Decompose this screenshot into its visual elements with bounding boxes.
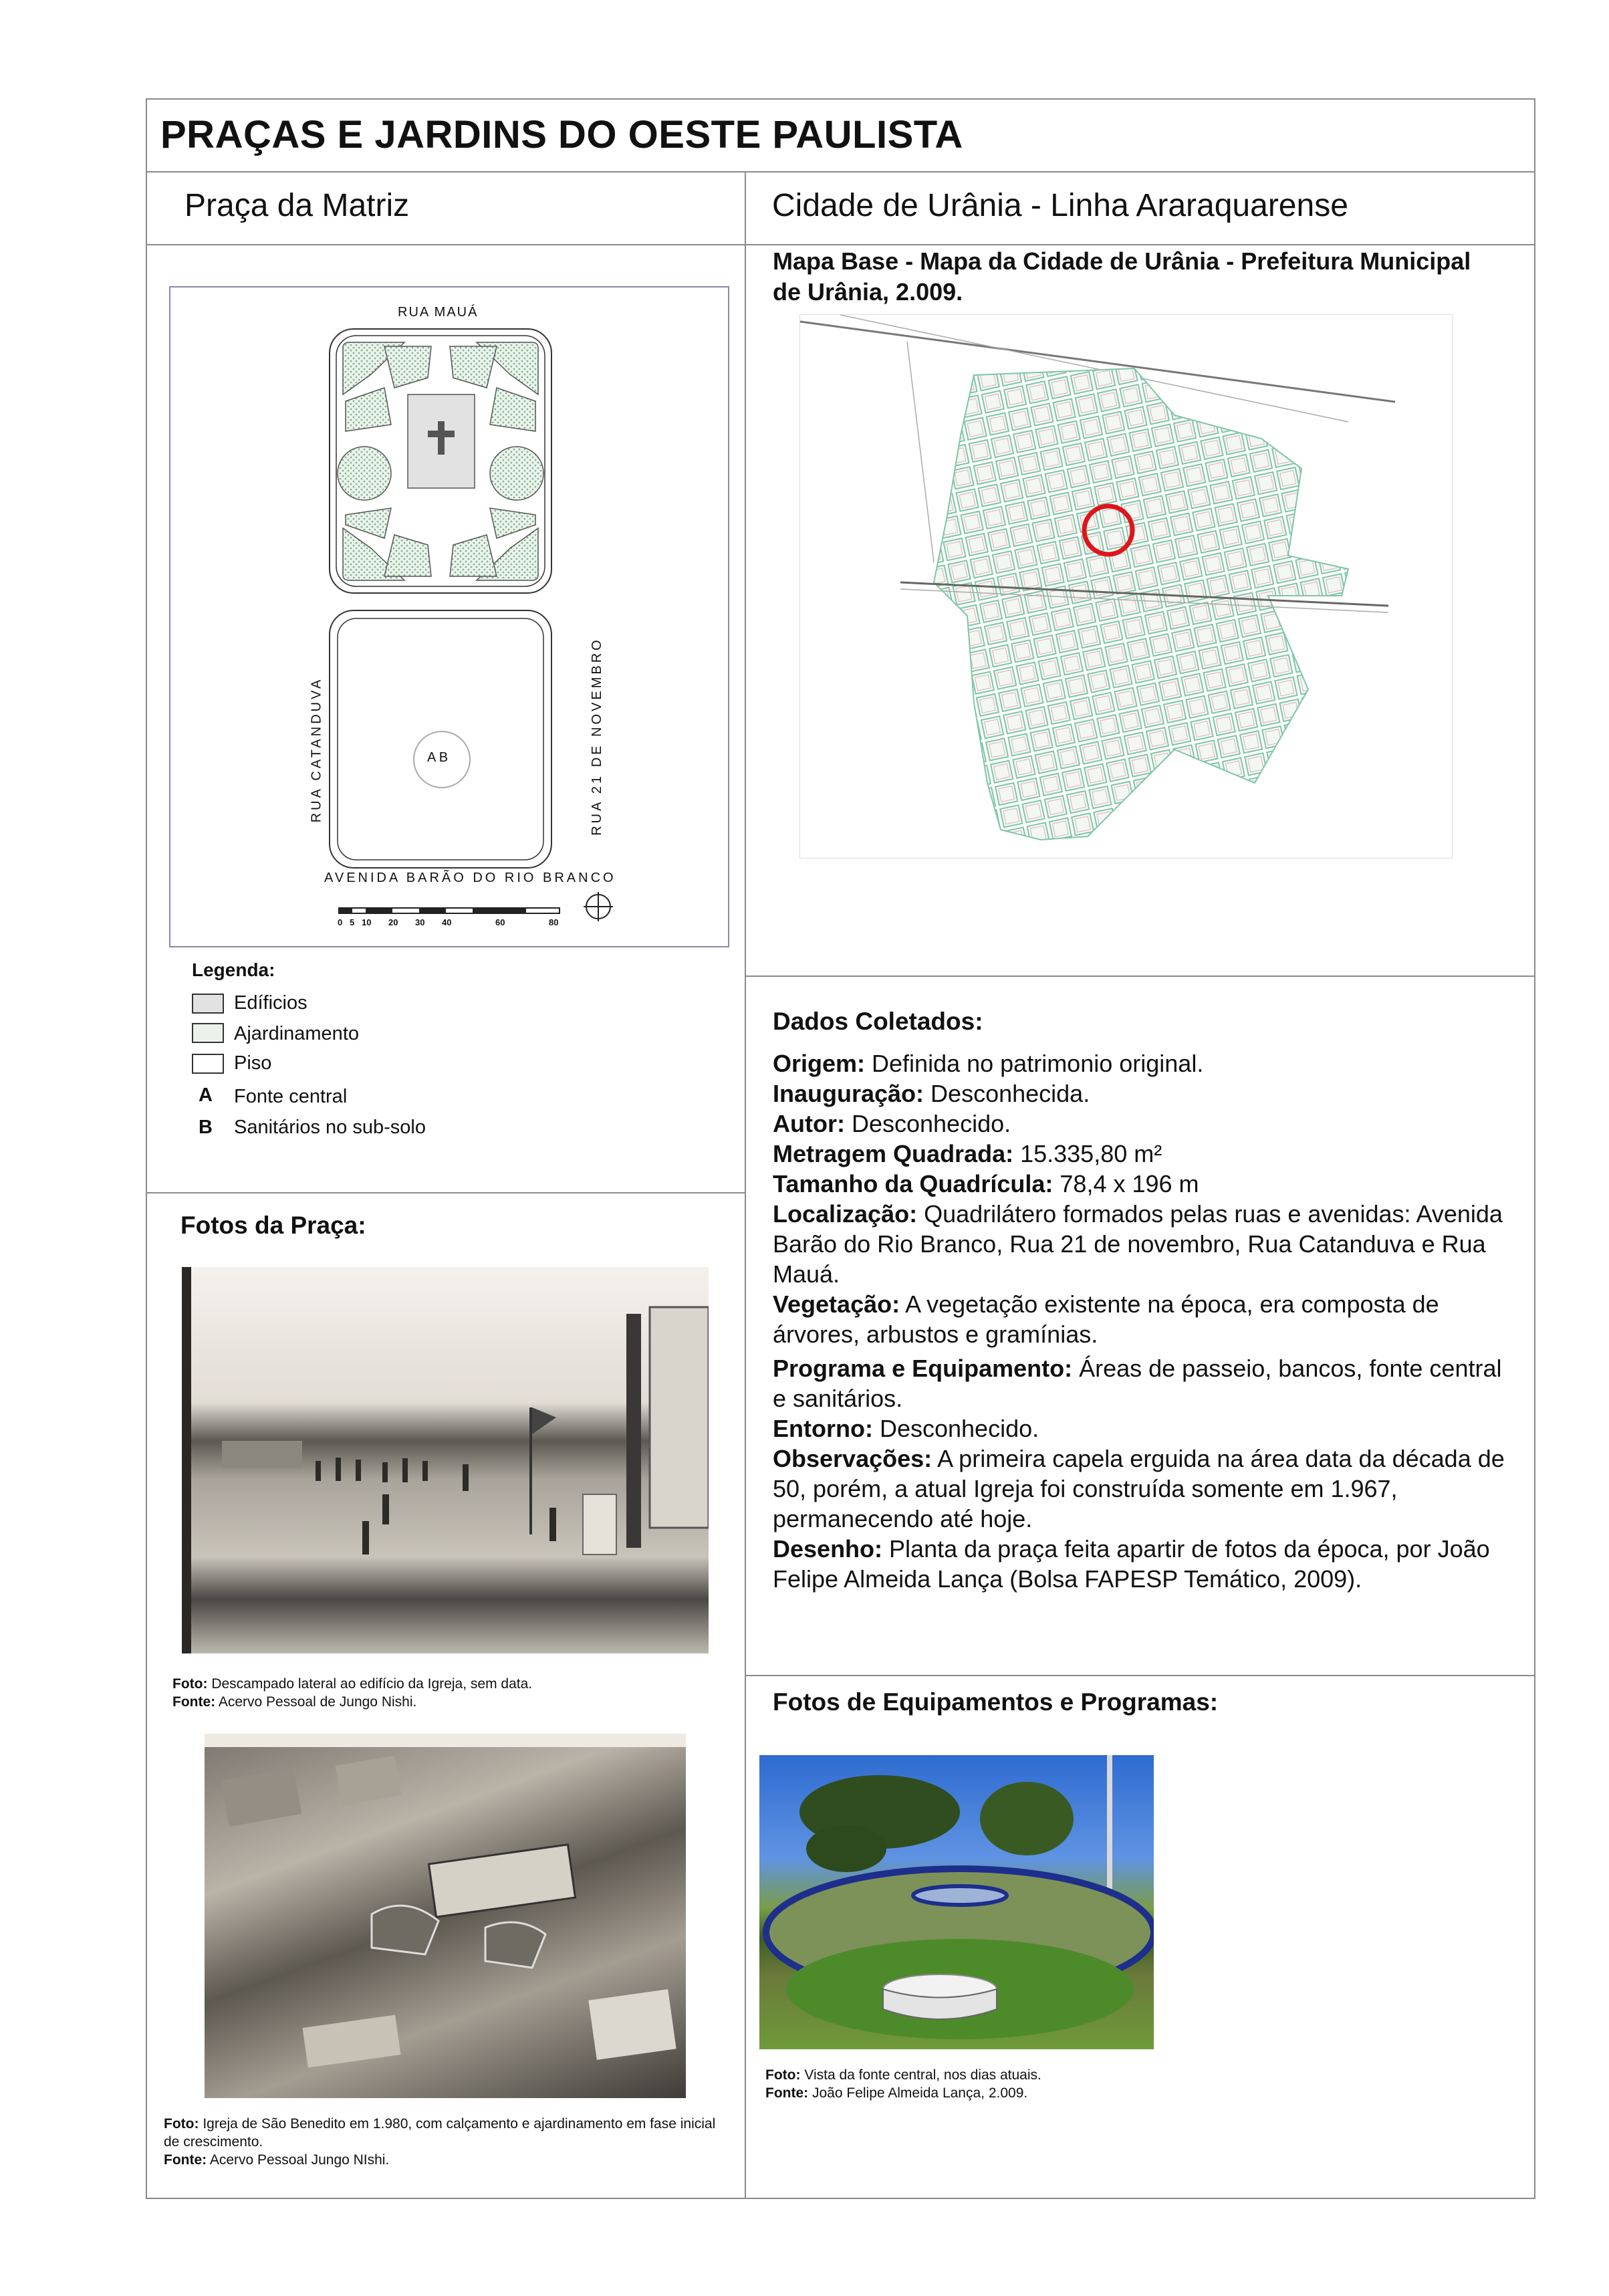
- dados-field: [773, 1078, 1521, 1109]
- legend-label-piso: Piso: [234, 1052, 272, 1074]
- caption-photo2: [164, 2115, 725, 2169]
- legend-label-edificios: Edíficios: [234, 992, 307, 1014]
- scale-tick: 10: [362, 917, 372, 927]
- street-bottom-label: AVENIDA BARÃO DO RIO BRANCO: [324, 871, 616, 885]
- field-label: Observações:: [773, 1445, 933, 1472]
- field-value: 78,4 x 196 m: [1053, 1170, 1199, 1197]
- praca-name: Praça da Matriz: [184, 188, 410, 223]
- cross-horizontal: [428, 431, 455, 437]
- urban-area: [934, 368, 1348, 840]
- legend-swatch-edificios: [192, 994, 224, 1014]
- left-divider-fotos: [146, 1192, 746, 1193]
- plan-svg: [170, 288, 728, 946]
- caption-photo3: [765, 2066, 1434, 2102]
- caption-foto-label: Foto:: [164, 2116, 199, 2132]
- dados-heading: Dados Coletados:: [773, 1008, 983, 1035]
- field-value: Definida no patrimonio original.: [865, 1050, 1204, 1077]
- dados-field: [773, 1199, 1521, 1289]
- field-value: Desconhecido.: [844, 1110, 1011, 1137]
- garden-w1: [346, 388, 391, 431]
- dados-list: [773, 1048, 1521, 1594]
- caption-fonte-text: Acervo Pessoal de Jungo Nishi.: [218, 1694, 417, 1710]
- caption-fonte-text: João Felipe Almeida Lança, 2.009.: [812, 2085, 1028, 2101]
- map-caption-line1: Mapa Base - Mapa da Cidade de Urânia - Prefeitura Municipal: [773, 247, 1471, 275]
- frame-right: [1534, 98, 1535, 2199]
- right-divider-equip: [745, 1675, 1535, 1676]
- dados-field: [773, 1169, 1521, 1199]
- caption-foto-text: Descampado lateral ao edifício da Igreja, sem data.: [211, 1676, 533, 1692]
- fotos-praca-heading: Fotos da Praça:: [180, 1212, 366, 1239]
- legend-label-fonte: Fonte central: [234, 1086, 348, 1107]
- legend-title: Legenda:: [192, 959, 275, 980]
- photo-fonte-central: [759, 1755, 1154, 2049]
- scale-tick: 80: [549, 917, 559, 927]
- street-right-label: RUA 21 DE NOVEMBRO: [589, 637, 604, 836]
- dados-field: [773, 1048, 1521, 1078]
- column-divider: [745, 171, 746, 2199]
- caption-photo2-foto: [164, 2115, 725, 2151]
- field-label: Programa e Equipamento:: [773, 1355, 1073, 1382]
- cross-vertical: [438, 421, 445, 455]
- legend-key-b: B: [199, 1117, 213, 1138]
- garden-e1: [490, 388, 535, 431]
- right-divider-dados: [745, 975, 1535, 977]
- caption-photo3-fonte: [765, 2084, 1434, 2102]
- street-top-label: RUA MAUÁ: [398, 305, 479, 320]
- field-label: Inauguração:: [773, 1080, 924, 1107]
- page-title: PRAÇAS E JARDINS DO OESTE PAULISTA: [160, 113, 963, 156]
- row-divider-2: [146, 244, 1535, 245]
- garden-e-round: [490, 447, 543, 500]
- field-value: Desconhecido.: [872, 1415, 1039, 1442]
- field-label: Entorno:: [773, 1415, 873, 1442]
- field-label: Tamanho da Quadrícula:: [773, 1170, 1054, 1197]
- field-value: Áreas de passeio, bancos, fonte central e sanitários.: [773, 1355, 1502, 1412]
- scale-tick: 60: [495, 917, 505, 927]
- caption-fonte-label: Fonte:: [172, 1694, 216, 1710]
- legend-key-a: A: [199, 1084, 213, 1106]
- dados-field: [773, 1109, 1521, 1139]
- field-label: Localização:: [773, 1200, 918, 1228]
- scale-tick: 5: [350, 917, 355, 927]
- scale-tick: 40: [442, 917, 452, 927]
- scale-tick: 0: [338, 917, 343, 927]
- dados-field: [773, 1413, 1521, 1444]
- row-divider-1: [146, 171, 1535, 173]
- garden-s1: [384, 535, 431, 576]
- city-map: [799, 314, 1453, 858]
- field-value: Desconhecida.: [924, 1080, 1090, 1107]
- dados-field: [773, 1534, 1521, 1594]
- frame-left: [146, 98, 147, 2199]
- caption-photo1-foto: [172, 1675, 734, 1693]
- city-map-svg: [800, 315, 1452, 858]
- plan-drawing: [169, 286, 729, 947]
- garden-w2: [346, 508, 391, 538]
- caption-fonte-label: Fonte:: [164, 2152, 207, 2168]
- field-value: 15.335,80 m²: [1013, 1140, 1162, 1167]
- fountain-label: A B: [427, 750, 449, 765]
- caption-photo3-foto: [765, 2066, 1434, 2084]
- scale-tick-labels: [338, 917, 565, 931]
- field-label: Origem:: [773, 1050, 866, 1077]
- frame-bottom: [146, 2198, 1535, 2199]
- dados-field: [773, 1353, 1521, 1413]
- caption-photo2-fonte: [164, 2151, 725, 2169]
- field-label: Desenho:: [773, 1535, 883, 1563]
- garden-s2: [450, 535, 497, 576]
- photo-igreja-aerea: [205, 1734, 686, 2098]
- caption-foto-text: Igreja de São Benedito em 1.980, com calçamento e ajardinamento em fase inicial de crescimento.: [164, 2116, 716, 2150]
- dados-field: [773, 1444, 1521, 1534]
- map-caption: [773, 246, 1521, 308]
- field-label: Metragem Quadrada:: [773, 1140, 1014, 1167]
- field-label: Vegetação:: [773, 1290, 900, 1318]
- garden-n2: [450, 346, 497, 388]
- caption-foto-label: Foto:: [765, 2067, 801, 2083]
- garden-e2: [490, 508, 535, 538]
- garden-n1: [384, 346, 431, 388]
- cidade-name: Cidade de Urânia - Linha Araraquarense: [772, 188, 1348, 223]
- frame-top: [146, 98, 1535, 100]
- street-left-label: RUA CATANDUVA: [309, 677, 324, 823]
- dados-field: [773, 1289, 1521, 1349]
- caption-foto-text: Vista da fonte central, nos dias atuais.: [804, 2067, 1041, 2083]
- photo-descampado: [182, 1267, 709, 1653]
- lower-block-inner: [338, 618, 543, 860]
- field-value: A vegetação existente na época, era composta de árvores, arbustos e gramínias.: [773, 1290, 1439, 1348]
- legend-swatch-ajardinamento: [192, 1023, 224, 1043]
- scale-tick: 20: [388, 917, 398, 927]
- fotos-equip-heading: Fotos de Equipamentos e Programas:: [773, 1688, 1219, 1716]
- dados-field: [773, 1139, 1521, 1169]
- map-caption-line2: de Urânia, 2.009.: [773, 278, 963, 306]
- caption-fonte-text: Acervo Pessoal Jungo NIshi.: [209, 2152, 390, 2168]
- caption-fonte-label: Fonte:: [765, 2085, 809, 2101]
- field-value: Planta da praça feita apartir de fotos da época, por João Felipe Almeida Lança (Bolsa FAPESP Temático, 2009).: [773, 1535, 1490, 1593]
- garden-w-round: [338, 447, 391, 500]
- scale-tick: 30: [415, 917, 425, 927]
- field-value: A primeira capela erguida na área data da década de 50, porém, a atual Igreja foi construída somente em 1.967, permanecendo até hoje.: [773, 1445, 1505, 1532]
- caption-photo1: [172, 1675, 734, 1711]
- legend-swatch-piso: [192, 1054, 224, 1074]
- field-label: Autor:: [773, 1110, 845, 1137]
- lower-block-outer: [330, 610, 551, 868]
- legend-label-sanitarios: Sanitários no sub-solo: [234, 1117, 426, 1138]
- field-value: Quadrilátero formados pelas ruas e avenidas: Avenida Barão do Rio Branco, Rua 21 de novembro, Rua Catanduva e Rua Mauá.: [773, 1200, 1503, 1288]
- legend-label-ajardinamento: Ajardinamento: [234, 1023, 359, 1044]
- caption-foto-label: Foto:: [172, 1676, 208, 1692]
- caption-photo1-fonte: [172, 1693, 734, 1711]
